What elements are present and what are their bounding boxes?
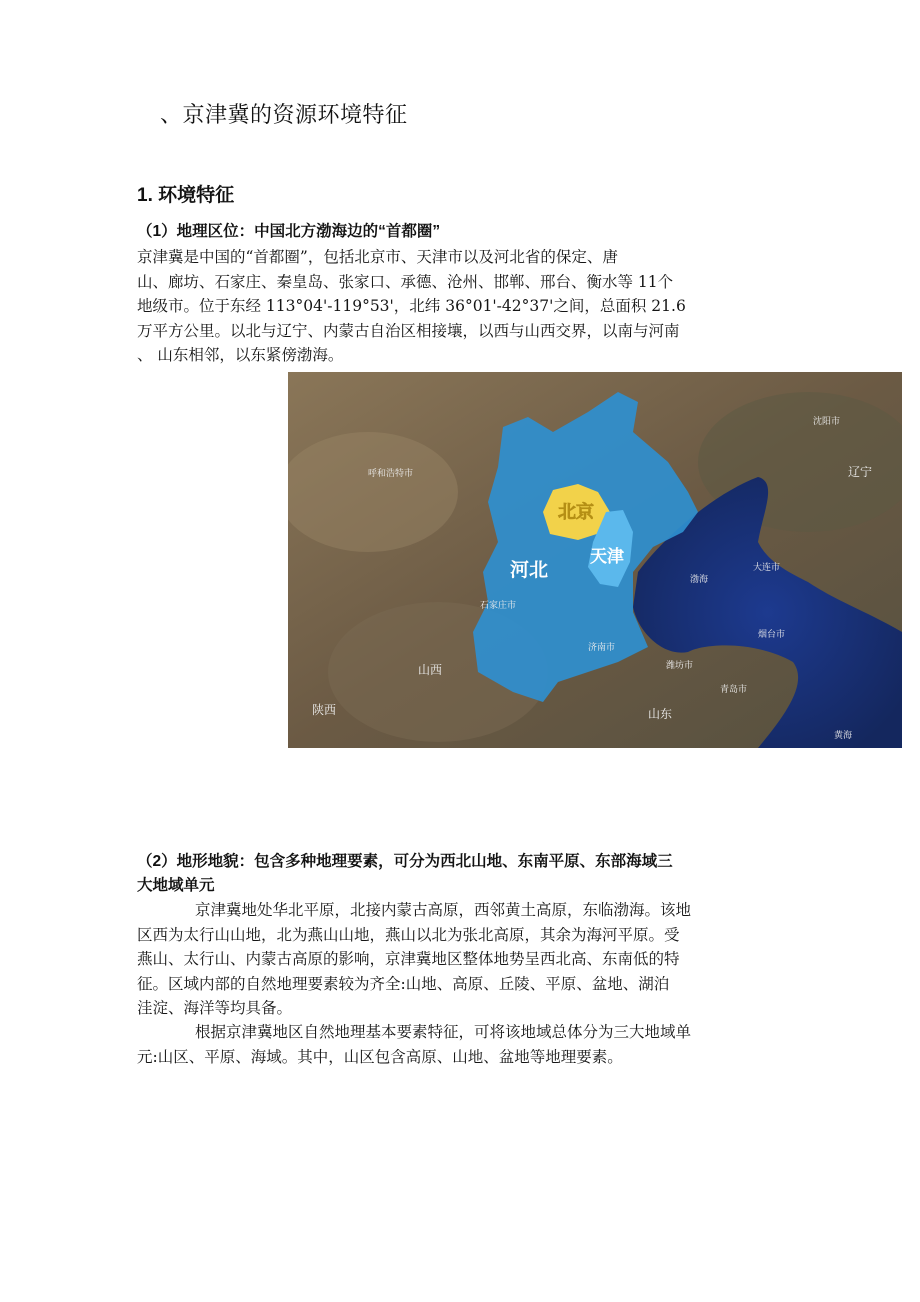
text-line: 根据京津冀地区自然地理基本要素特征，可将该地域总体分为三大地域单	[195, 1023, 692, 1041]
chapter-heading: 、京津冀的资源环境特征	[160, 102, 408, 127]
text-line: 征。区域内部的自然地理要素较为齐全:山地、高原、丘陵、平原、盆地、湖泊	[137, 974, 670, 993]
place-label: 呼和浩特市	[368, 468, 414, 478]
place-label: 山东	[648, 707, 673, 721]
place-label: 山西	[418, 663, 443, 677]
tianjin-label: 天津	[590, 547, 624, 566]
text-line: 元:山区、平原、海域。其中，山区包含高原、山地、盆地等地理要素。	[137, 1047, 623, 1066]
place-label: 黄海	[834, 730, 853, 740]
place-label: 渤海	[690, 574, 709, 584]
subsection-2-title	[137, 850, 797, 898]
place-label: 青岛市	[720, 684, 748, 694]
title-line: 大地域单元	[137, 877, 215, 894]
place-label: 济南市	[588, 642, 616, 652]
text-line: 、 山东相邻，以东紧傍渤海。	[137, 346, 344, 364]
text-line: 京津冀地处华北平原，北接内蒙古高原，西邻黄土高原，东临渤海。该地	[195, 901, 692, 919]
place-label: 大连市	[753, 562, 781, 572]
place-label: 辽宁	[848, 465, 873, 479]
jingjinji-satellite-map	[288, 372, 902, 748]
place-label: 沈阳市	[813, 416, 841, 426]
terrain-paragraph-2	[137, 1020, 789, 1069]
text-line: 燕山、太行山、内蒙古高原的影响，京津冀地区整体地势呈西北高、东南低的特	[137, 950, 680, 968]
section-title: 1. 环境特征	[137, 185, 235, 206]
place-label: 烟台市	[758, 629, 786, 639]
text-line: 地级市。位于东经 113°04'-119°53'，北纬 36°01'-42°37'之间，总面积 21.6	[137, 297, 686, 315]
text-line: 京津冀是中国的“首都圈”，包括北京市、天津市以及河北省的保定、唐	[137, 248, 618, 266]
hebei-label: 河北	[510, 560, 549, 581]
terrain-paragraph-1	[137, 898, 789, 1021]
place-label: 陕西	[312, 703, 337, 717]
place-label: 石家庄市	[480, 600, 517, 610]
beijing-label: 北京	[558, 502, 594, 522]
text-line: 山、廊坊、石家庄、秦皇岛、张家口、承德、沧州、邯郸、邢台、衡水等 11个	[137, 272, 674, 291]
text-line: 洼淀、海洋等均具备。	[137, 999, 293, 1017]
text-line: 万平方公里。以北与辽宁、内蒙古自治区相接壤，以西与山西交界，以南与河南	[137, 321, 680, 340]
text-line: 区西为太行山山地，北为燕山山地，燕山以北为张北高原，其余为海河平原。受	[137, 925, 680, 944]
location-paragraph	[137, 245, 789, 368]
title-line: （2）地形地貌：包含多种地理要素，可分为西北山地、东南平原、东部海域三	[137, 853, 673, 870]
subsection-1-title: （1）地理区位：中国北方渤海边的“首都圈”	[137, 223, 441, 240]
place-label: 潍坊市	[666, 660, 694, 670]
